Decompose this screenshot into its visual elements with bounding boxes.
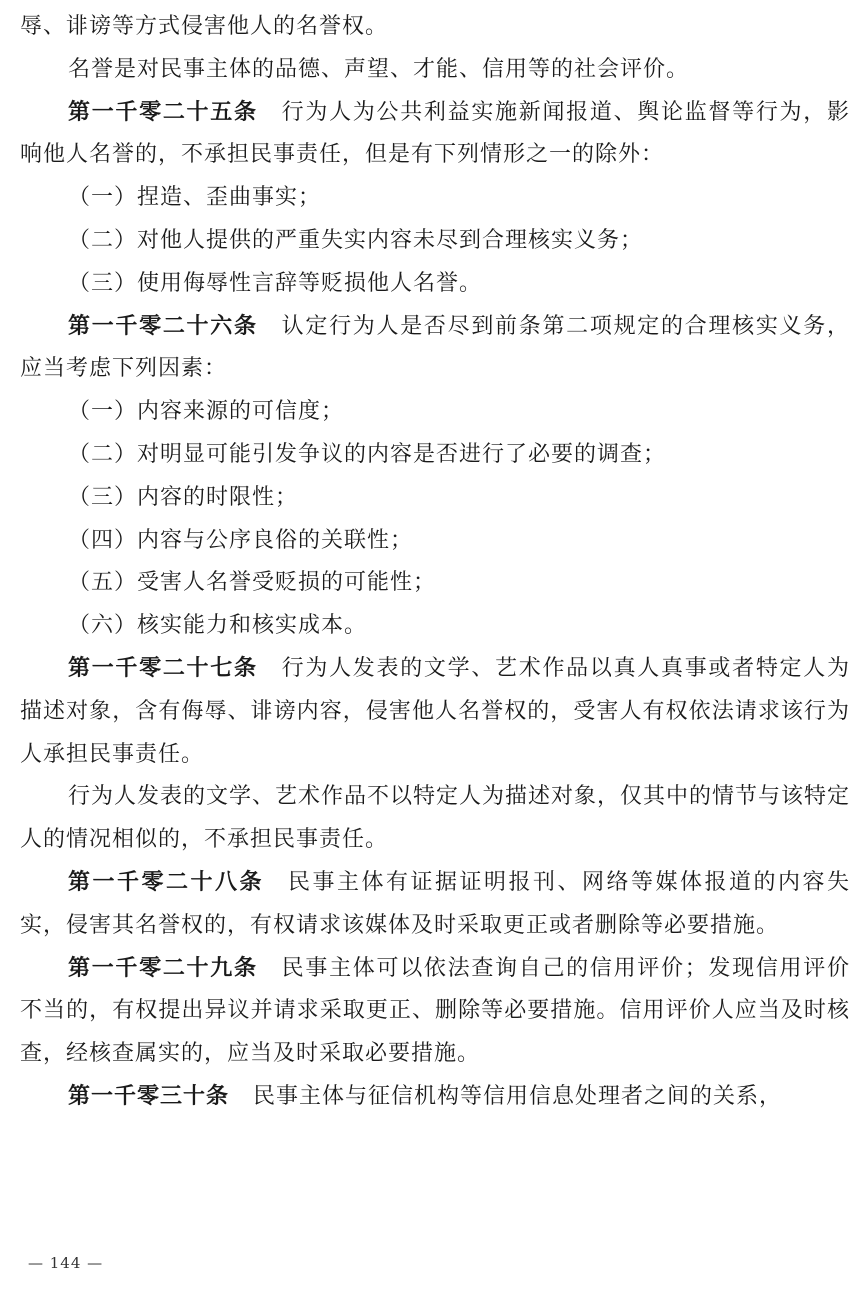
body-paragraph bbox=[20, 391, 850, 434]
body-paragraph bbox=[20, 263, 850, 306]
article-number: 第一千零二十八条 bbox=[68, 869, 264, 895]
paragraph-text: （四）内容与公序良俗的关联性； bbox=[68, 527, 414, 553]
body-paragraph bbox=[20, 605, 850, 648]
article-paragraph bbox=[20, 306, 850, 392]
paragraph-text: 名誉是对民事主体的品德、声望、才能、信用等的社会评价。 bbox=[68, 56, 690, 82]
body-paragraph bbox=[20, 220, 850, 263]
paragraph-text: 民事主体与征信机构等信用信息处理者之间的关系， bbox=[253, 1083, 783, 1109]
paragraph-text: （一）内容来源的可信度； bbox=[68, 399, 345, 425]
paragraph-text: 辱、诽谤等方式侵害他人的名誉权。 bbox=[20, 14, 389, 39]
article-paragraph bbox=[20, 92, 850, 178]
body-paragraph bbox=[20, 776, 850, 862]
article-number: 第一千零二十六条 bbox=[68, 313, 258, 339]
paragraph-text: 民事主体可以依法查询自己的信用评价；发现信用评价不当的，有权提出异议并请求采取更正、删除等必要措施。信用评价人应当及时核查，经核查属实的，应当及时采取必要措施。 bbox=[20, 955, 850, 1067]
article-number: 第一千零二十五条 bbox=[68, 99, 258, 125]
body-paragraph bbox=[20, 434, 850, 477]
body-paragraph bbox=[20, 6, 850, 49]
article-number: 第一千零三十条 bbox=[68, 1083, 230, 1109]
paragraph-text: （一）捏造、歪曲事实； bbox=[68, 185, 322, 211]
article-paragraph bbox=[20, 948, 850, 1076]
article-number: 第一千零二十九条 bbox=[68, 955, 258, 981]
body-paragraph bbox=[20, 520, 850, 563]
article-number: 第一千零二十七条 bbox=[68, 655, 258, 681]
paragraph-text: （三）内容的时限性； bbox=[68, 484, 299, 510]
body-paragraph bbox=[20, 477, 850, 520]
paragraph-text: （五）受害人名誉受贬损的可能性； bbox=[68, 570, 437, 596]
body-paragraph bbox=[20, 49, 850, 92]
body-paragraph bbox=[20, 562, 850, 605]
paragraph-text: 行为人发表的文学、艺术作品以真人真事或者特定人为描述对象，含有侮辱、诽谤内容，侵害他人名誉权的，受害人有权依法请求该行为人承担民事责任。 bbox=[20, 655, 850, 767]
document-body bbox=[20, 6, 850, 1119]
paragraph-text: （六）核实能力和核实成本。 bbox=[68, 613, 368, 639]
paragraph-text: （三）使用侮辱性言辞等贬损他人名誉。 bbox=[68, 270, 483, 296]
paragraph-text: 行为人为公共利益实施新闻报道、舆论监督等行为，影响他人名誉的，不承担民事责任，但是有下列情形之一的除外： bbox=[20, 99, 850, 168]
body-paragraph bbox=[20, 177, 850, 220]
paragraph-text: 行为人发表的文学、艺术作品不以特定人为描述对象，仅其中的情节与该特定人的情况相似的，不承担民事责任。 bbox=[20, 784, 851, 853]
article-paragraph bbox=[20, 648, 850, 776]
paragraph-text: （二）对明显可能引发争议的内容是否进行了必要的调查； bbox=[68, 441, 667, 467]
page-number: — 144 — bbox=[28, 1254, 104, 1272]
article-paragraph bbox=[20, 1076, 850, 1119]
paragraph-text: （二）对他人提供的严重失实内容未尽到合理核实义务； bbox=[68, 227, 644, 253]
paragraph-text: 认定行为人是否尽到前条第二项规定的合理核实义务，应当考虑下列因素： bbox=[20, 313, 850, 382]
article-paragraph bbox=[20, 862, 850, 948]
paragraph-text: 民事主体有证据证明报刊、网络等媒体报道的内容失实，侵害其名誉权的，有权请求该媒体及时采取更正或者删除等必要措施。 bbox=[20, 869, 850, 938]
